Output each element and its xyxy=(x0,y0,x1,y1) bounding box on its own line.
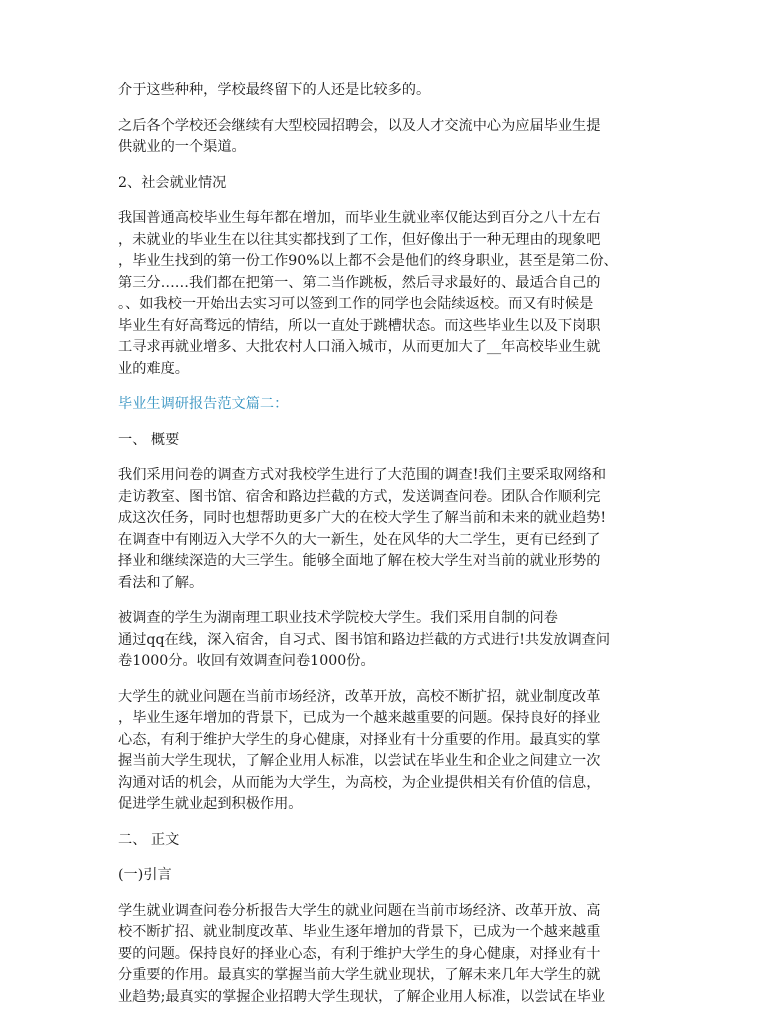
text-line: 。、如我校一开始出去实习可以签到工作的同学也会陆续返校。而又有时候是 xyxy=(118,296,594,312)
text-line: 要的问题。保持良好的择业心态，有利于维护大学生的身心健康，对择业有十 xyxy=(118,945,601,962)
text-line: 成这次任务，同时也想帮助更多广大的在校大学生了解当前和未来的就业趋势! xyxy=(118,510,607,526)
text-line: 大学生的就业问题在当前市场经济，改革开放，高校不断扩招，就业制度改革 xyxy=(118,688,601,705)
heading-main-body: 二、 正文 xyxy=(118,831,180,848)
paragraph-conclusion xyxy=(118,80,658,102)
text-line: 毕业生有好高骛远的情结，所以一直处于跳槽状态。而这些毕业生以及下岗职 xyxy=(118,317,601,334)
text-line: 我国普通高校毕业生每年都在增加，而毕业生就业率仅能达到百分之八十左右 xyxy=(118,210,601,226)
text-line: 业的难度。 xyxy=(118,360,189,377)
text-line: 之后各个学校还会继续有大型校园招聘会，以及人才交流中心为应届毕业生提 xyxy=(118,117,601,134)
text-line: 通过qq在线，深入宿舍，自习式、图书馆和路边拦截的方式进行!共发放调查问 xyxy=(118,631,611,648)
text-line: ，未就业的毕业生在以往其实都找到了工作，但好像出于一种无理由的现象吧 xyxy=(118,231,601,248)
text-line: ，毕业生逐年增加的背景下，已成为一个越来越重要的问题。保持良好的择业 xyxy=(118,710,601,726)
text-line: 看法和了解。 xyxy=(118,574,204,591)
text-line: 被调查的学生为湖南理工职业技术学院校大学生。我们采用自制的问卷 xyxy=(118,610,558,626)
paragraph-introduction xyxy=(118,901,658,1009)
text-line: 业趋势;最真实的掌握企业招聘大学生现状，了解企业用人标准，以尝试在毕业 xyxy=(118,988,606,1005)
paragraph-survey-subjects xyxy=(118,608,658,673)
paragraph-employment-issue xyxy=(118,687,658,816)
section-title-report-two: 毕业生调研报告范文篇二： xyxy=(118,396,289,412)
text-line: 校不断扩招、就业制度改革、毕业生逐年增加的背景下，已成为一个越来越重 xyxy=(118,924,601,940)
paragraph-campus-recruitment xyxy=(118,116,658,159)
text-line: 在调查中有刚迈入大学不久的大一新生，处在风华的大二学生，更有已经到了 xyxy=(118,531,601,548)
document-page xyxy=(118,80,658,1022)
text-line: 工寻求再就业增多、大批农村人口涌入城市，从而更加大了__年高校毕业生就 xyxy=(118,339,601,355)
heading-social-employment: 2、社会就业情况 xyxy=(118,174,227,191)
text-line: 分重要的作用。最真实的掌握当前大学生就业现状，了解未来几年大学生的就 xyxy=(118,967,601,983)
text-line: 卷1000分。收回有效调查问卷1000份。 xyxy=(118,653,375,669)
text-line: 择业和继续深造的大三学生。能够全面地了解在校大学生对当前的就业形势的 xyxy=(118,553,601,569)
text-line: 介于这些种种，学校最终留下的人还是比较多的。 xyxy=(118,82,431,98)
text-line: 沟通对话的机会，从而能为大学生，为高校，为企业提供相关有价值的信息， xyxy=(118,774,601,791)
text-line: 供就业的一个渠道。 xyxy=(118,139,246,155)
text-line: 握当前大学生现状，了解企业用人标准，以尝试在毕业生和企业之间建立一次 xyxy=(118,753,601,769)
text-line: 走访教室、图书馆、宿舍和路边拦截的方式，发送调查问卷。团队合作顺利完 xyxy=(118,488,601,505)
paragraph-social-employment xyxy=(118,208,658,380)
text-line: 心态，有利于维护大学生的身心健康，对择业有十分重要的作用。最真实的掌 xyxy=(118,731,601,748)
paragraph-survey-method xyxy=(118,465,658,594)
text-line: 促进学生就业起到积极作用。 xyxy=(118,796,303,812)
text-line: 我们采用问卷的调查方式对我校学生进行了大范围的调查!我们主要采取网络和 xyxy=(118,467,607,483)
text-line: ，毕业生找到的第一份工作90%以上都不会是他们的终身职业，甚至是第二份、 xyxy=(118,253,618,269)
heading-overview: 一、 概要 xyxy=(118,431,180,448)
text-line: 学生就业调查问卷分析报告大学生的就业问题在当前市场经济、改革开放、高 xyxy=(118,902,601,919)
text-line: 第三分……我们都在把第一、第二当作跳板，然后寻求最好的、最适合自己的 xyxy=(118,274,601,291)
heading-introduction: (一)引言 xyxy=(118,867,172,883)
